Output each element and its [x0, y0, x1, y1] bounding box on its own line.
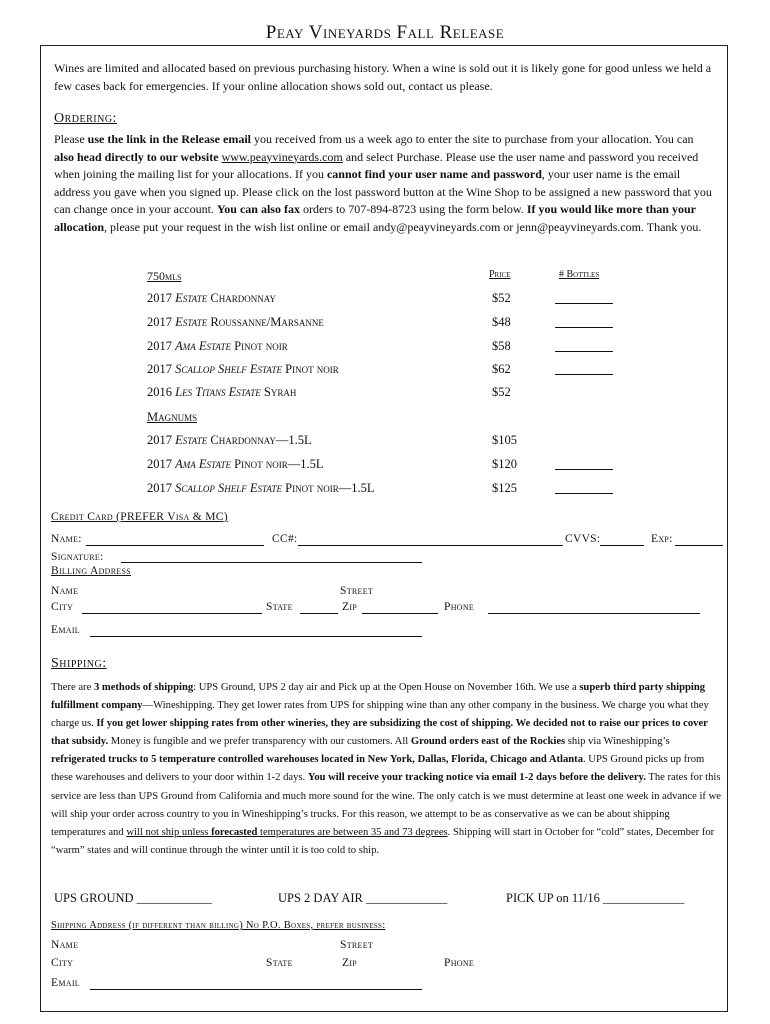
col-price: Price	[489, 269, 511, 280]
bottles-field[interactable]	[555, 303, 613, 304]
wine-price: $105	[492, 433, 517, 447]
ups-ground-option[interactable]: UPS GROUND ____________	[54, 891, 212, 905]
magnums-heading: Magnums	[147, 410, 198, 424]
ship-city-label: City	[51, 957, 74, 969]
card-name-field[interactable]	[86, 545, 264, 546]
pickup-option[interactable]: PICK UP on 11/16 _____________	[506, 891, 685, 905]
wine-name: 2017 Estate Chardonnay—1.5L	[147, 433, 312, 447]
billing-email-field[interactable]	[90, 636, 422, 637]
signature-label: Signature:	[51, 551, 104, 563]
col-750mls: 750mls	[147, 269, 182, 283]
ordering-text: Please use the link in the Release email you received from us a week ago to enter the site to purchase from your allocation. You can also head directly to our website www.peayvineyards.com and select Purchase. Please use the user name and password you received when joining the mailing list for your allocations. If you cannot find your user name and password, your user name is the email address you gave when you signed up. Please click on the lost password button at the Wine Shop to be assigned a new password that you can change once in your account. You can also fax orders to 707-894-8723 using the form below. If you would like more than your allocation, please put your request in the wish list online or email andy@peayvineyards.com or jenn@peayvineyards.com. Thank you.	[54, 132, 712, 234]
shipping-heading: Shipping:	[51, 656, 107, 671]
card-cvvs-field[interactable]	[600, 545, 644, 546]
intro-text: Wines are limited and allocated based on previous purchasing history. When a wine is sold out it is likely gone for good unless we held a few cases back for emergencies. If your online allocation shows sold out, contact us please.	[54, 61, 712, 93]
ship-email-label: Email	[51, 977, 80, 989]
wine-row	[147, 457, 627, 477]
card-cvvs-label: CVVS:	[565, 533, 601, 545]
billing-phone-label: Phone	[444, 601, 475, 613]
wine-name: 2017 Estate Chardonnay	[147, 291, 276, 305]
ship-zip-label: Zip	[342, 957, 358, 969]
card-exp-label: Exp:	[651, 533, 673, 545]
col-bottles: # Bottles	[559, 269, 600, 280]
wine-table-header	[147, 269, 627, 285]
bottles-field[interactable]	[555, 469, 613, 470]
wine-price: $48	[492, 315, 511, 329]
wine-row	[147, 315, 627, 335]
billing-state-label: State	[266, 601, 293, 613]
ordering-heading: Ordering:	[54, 111, 117, 126]
billing-phone-field[interactable]	[488, 613, 700, 614]
ship-email-field[interactable]	[90, 989, 422, 990]
shipping-address-heading: Shipping Address (if different than billing) No P.O. Boxes, prefer business:	[51, 920, 386, 931]
ship-state-label: State	[266, 957, 293, 969]
wine-name: 2017 Ama Estate Pinot noir	[147, 339, 288, 353]
ship-phone-label: Phone	[444, 957, 475, 969]
wine-name: 2017 Estate Roussanne/Marsanne	[147, 315, 324, 329]
ups-2day-option[interactable]: UPS 2 DAY AIR _____________	[278, 891, 448, 905]
signature-field[interactable]	[121, 562, 422, 563]
bottles-field[interactable]	[555, 493, 613, 494]
billing-heading: Billing Address	[51, 565, 132, 577]
billing-name-label: Name	[51, 585, 79, 597]
billing-city-label: City	[51, 601, 74, 613]
ship-name-label: Name	[51, 939, 79, 951]
billing-email-label: Email	[51, 624, 80, 636]
bottles-field[interactable]	[555, 327, 613, 328]
shipping-text: There are 3 methods of shipping: UPS Ground, UPS 2 day air and Pick up at the Open House on November 16th. We use a superb third party shipping fulfillment company—Wineshipping. They get lower rates from UPS for shipping wine than any other company in the business. We charge you what they charge us. If you get lower shipping rates from other wineries, they are subsidizing the cost of shipping. We decided not to raise our prices to cover that subsidy. Money is fungible and we prefer transparency with our customers. All Ground orders east of the Rockies ship via Wineshipping’s refrigerated trucks to 5 temperature controlled warehouses located in New York, Dallas, Florida, Chicago and Atlanta. UPS Ground picks up from these warehouses and delivers to your door within 1-2 days. You will receive your tracking notice via email 1-2 days before the delivery. The rates for this service are less than UPS Ground from California and much more sound for the wine. The only catch is we must determine at least one week in advance if we will ship your order across country to you in Wineshipping’s trucks. For this reason, we attempt to be as conservative as we can be about shipping temperatures and will not ship unless forecasted temperatures are between 35 and 73 degrees. Shipping will start in October for “cold” states, December for “warm” states and will continue through the winter until it is too cold to ship.	[51, 682, 721, 856]
card-exp-field[interactable]	[675, 545, 723, 546]
website-link[interactable]: www.peayvineyards.com	[221, 149, 343, 164]
wine-price: $62	[492, 362, 511, 376]
billing-state-field[interactable]	[300, 613, 338, 614]
card-cc-label: CC#:	[272, 533, 298, 545]
page-title: Peay Vineyards Fall Release	[265, 22, 505, 43]
wine-row	[147, 362, 627, 382]
billing-zip-field[interactable]	[362, 613, 438, 614]
card-name-label: Name:	[51, 533, 82, 545]
card-heading: Credit Card (PREFER Visa & MC)	[51, 511, 228, 523]
wine-price: $52	[492, 385, 511, 399]
wine-price: $120	[492, 457, 517, 471]
bottles-field[interactable]	[555, 374, 613, 375]
wine-price: $58	[492, 339, 511, 353]
wine-row	[147, 339, 627, 359]
wine-name: 2017 Scallop Shelf Estate Pinot noir	[147, 362, 339, 376]
bottles-field[interactable]	[555, 351, 613, 352]
wine-row	[147, 291, 627, 311]
wine-name: 2016 Les Titans Estate Syrah	[147, 385, 297, 399]
wine-price: $125	[492, 481, 517, 495]
wine-price: $52	[492, 291, 511, 305]
wine-row	[147, 481, 627, 501]
wine-row	[147, 385, 627, 405]
wine-row	[147, 433, 627, 453]
billing-street-label: Street	[340, 585, 374, 597]
billing-city-field[interactable]	[82, 613, 262, 614]
wine-name: 2017 Ama Estate Pinot noir—1.5L	[147, 457, 324, 471]
card-cc-field[interactable]	[298, 545, 563, 546]
wine-name: 2017 Scallop Shelf Estate Pinot noir—1.5L	[147, 481, 375, 495]
ship-street-label: Street	[340, 939, 374, 951]
billing-zip-label: Zip	[342, 601, 358, 613]
